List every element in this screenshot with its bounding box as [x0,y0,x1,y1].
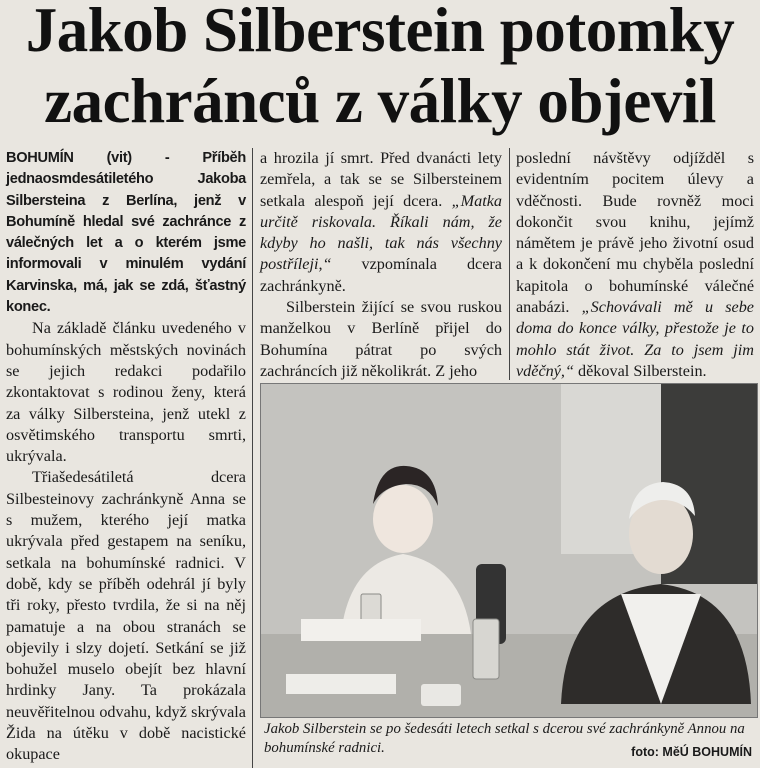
body-paragraph: Třiašedesátiletá dcera Silbesteinovy zachránkyně Anna se s mužem, kterého její matka ukrývala před gestapem na seníku, setkala na bohumínské radnici. V době, kdy se příběh odehrál jí byly tři roky, přesto tvrdila, že si na něj pamatuje a na obou stranách se objevily i slzy dojetí. Setkání se již bohužel muselo obejít bez hlavní hrdinky Jany. Ta prokázala neuvěřitelnou odvahu, když skrývala Žida na útěku v době nacistické okupace [6,468,246,764]
photo-caption: Jakob Silberstein se po šedesáti letech setkal s dcerou své zachránkyně Annou na bohumínské radnici. [264,721,745,756]
headline-line-1: Jakob Silberstein potomky [25,0,735,65]
article-photo [260,383,758,718]
article-column-2 [260,148,502,382]
body-paragraph: Na základě článku uvedeného v bohumínských městských novinách se jejich redakci podařilo zkontaktovat s rodinou ženy, která za války Silbersteina, jenž utekl z osvětimského transportu smrti, ukrývala. [6,319,246,466]
article-column-3 [516,148,754,382]
body-paragraph: poslední návštěvy odjížděl s evidentním pocitem úlevy a vděčnosti. Bude rovněž moci dokončit svou knihu, jejímž námětem je právě jeho životní osud a k dokončení mu chyběla poslední kapitola o bohumínské válečné anabázi. „Schovávali mě u sebe doma do konce války, přestože je to mohlo stát život. Za to jsem jim vděčný,“ děkoval Silberstein. [516,149,754,380]
quote: „Schovávali mě u sebe doma do konce války, přestože je to mohlo stát život. Za to jsem jim vděčný,“ [516,298,754,380]
body-paragraph: a hrozila jí smrt. Před dvanácti lety zemřela, a tak se se Silbersteinem setkala alespoň její dcera. „Matka určitě riskovala. Říkali nám, že kdyby ho našli, tak nás všechny postříleji,“ vzpomínala dcera zachránkyně. [260,149,502,295]
lead-text: Příběh jednaosmdesátiletého Jakoba Silbersteina z Berlína, jenž v Bohumíně hledal své zachránce z válečných let a o kterém jsme informovali v minulém vydání Karvinska, má, jak se zdá, šťastný konec. [6,150,246,316]
column-divider [509,148,510,380]
article-column-1 [6,148,246,766]
body-paragraph: Silberstein žijící se svou ruskou manželkou v Berlíně přijel do Bohumína pátrat po svých zachráncích již několikrát. Z jeho [260,298,502,380]
photo-credit: foto: MěÚ BOHUMÍN [631,745,752,759]
dateline: BOHUMÍN (vit) - [6,150,170,166]
lead-paragraph [6,148,246,318]
column-divider [252,148,253,768]
photo-illustration [261,384,757,717]
headline-line-2: zachránců z války objevil [44,66,716,136]
quote: „Matka určitě riskovala. Říkali nám, že kdyby ho našli, tak nás všechny postříleji,“ [260,191,502,274]
